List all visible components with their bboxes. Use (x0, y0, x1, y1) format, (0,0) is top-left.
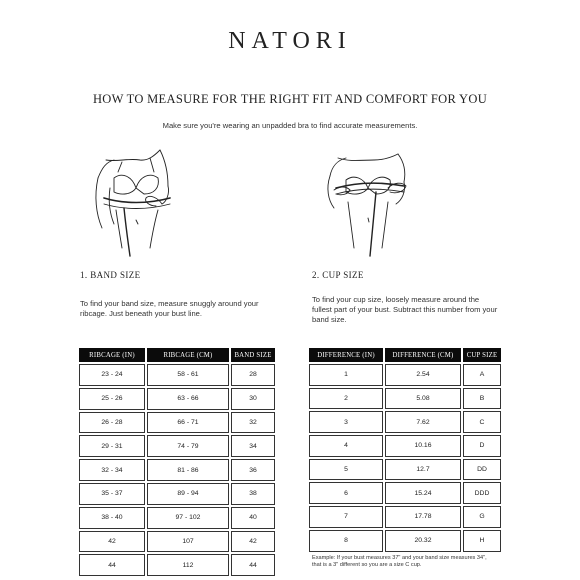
table-cell: 7 (309, 506, 383, 528)
table-row (309, 530, 501, 552)
table-row (79, 531, 275, 553)
table-row (79, 459, 275, 481)
table-row (309, 388, 501, 410)
column-header: CUP SIZE (463, 348, 501, 362)
cup-instructions-line: fullest part of your bust. Subtract this number from your (312, 305, 498, 314)
band-instructions-line: ribcage. Just beneath your bust line. (80, 309, 202, 318)
table-cell: 2.54 (385, 364, 461, 386)
brand-logo: NATORI (228, 28, 352, 54)
table-cell: 97 - 102 (147, 507, 229, 529)
table-cell: 42 (231, 531, 275, 553)
column-header: DIFFERENCE (IN) (309, 348, 383, 362)
table-cell: 20.32 (385, 530, 461, 552)
table-cell: 38 (231, 483, 275, 505)
table-cell: 36 (231, 459, 275, 481)
table-cell: 6 (309, 482, 383, 504)
table-cell: C (463, 411, 501, 433)
table-cell: A (463, 364, 501, 386)
table-cell: 15.24 (385, 482, 461, 504)
table-cell: 66 - 71 (147, 412, 229, 434)
band-measure-illustration-icon (88, 148, 188, 260)
table-cell: 63 - 66 (147, 388, 229, 410)
cup-size-footnote (312, 555, 512, 570)
table-cell: 81 - 86 (147, 459, 229, 481)
band-instructions-line: To find your band size, measure snuggly around your (80, 299, 259, 308)
table-row (79, 554, 275, 576)
page-title: HOW TO MEASURE FOR THE RIGHT FIT AND COMFORT FOR YOU (92, 92, 488, 106)
table-cell: 30 (231, 388, 275, 410)
footnote-line: Example: If your bust measures 37" and your band size measures 34", (312, 555, 487, 561)
cup-instructions-line: To find your cup size, loosely measure around the (312, 295, 480, 304)
table-cell: 12.7 (385, 459, 461, 481)
table-cell: 44 (79, 554, 145, 576)
column-header: RIBCAGE (CM) (147, 348, 229, 362)
band-size-table (77, 346, 277, 578)
table-header-row (309, 348, 501, 362)
table-cell: 58 - 61 (147, 364, 229, 386)
table-cell: 42 (79, 531, 145, 553)
table-cell: 8 (309, 530, 383, 552)
table-cell: 25 - 26 (79, 388, 145, 410)
table-row (309, 482, 501, 504)
cup-size-instructions (312, 295, 532, 325)
cup-size-table (307, 346, 503, 554)
table-row (309, 506, 501, 528)
table-cell: 32 - 34 (79, 459, 145, 481)
table-cell: 5.08 (385, 388, 461, 410)
table-cell: 10.16 (385, 435, 461, 457)
cup-instructions-line: band size. (312, 315, 347, 324)
table-cell: G (463, 506, 501, 528)
table-cell: 1 (309, 364, 383, 386)
table-cell: 74 - 79 (147, 435, 229, 457)
table-cell: 29 - 31 (79, 435, 145, 457)
table-cell: 44 (231, 554, 275, 576)
table-cell: B (463, 388, 501, 410)
table-cell: DDD (463, 482, 501, 504)
table-cell: 38 - 40 (79, 507, 145, 529)
table-cell: D (463, 435, 501, 457)
table-cell: 17.78 (385, 506, 461, 528)
table-row (79, 388, 275, 410)
table-cell: 2 (309, 388, 383, 410)
table-cell: 35 - 37 (79, 483, 145, 505)
table-cell: 5 (309, 459, 383, 481)
table-cell: 28 (231, 364, 275, 386)
table-row (79, 364, 275, 386)
table-row (79, 507, 275, 529)
column-header: RIBCAGE (IN) (79, 348, 145, 362)
table-row (79, 435, 275, 457)
table-cell: 23 - 24 (79, 364, 145, 386)
table-row (309, 459, 501, 481)
table-cell: 7.62 (385, 411, 461, 433)
table-cell: 32 (231, 412, 275, 434)
table-row (79, 412, 275, 434)
column-header: BAND SIZE (231, 348, 275, 362)
table-cell: 89 - 94 (147, 483, 229, 505)
table-cell: DD (463, 459, 501, 481)
table-row (79, 483, 275, 505)
page-subtitle: Make sure you're wearing an unpadded bra to find accurate measurements. (162, 121, 418, 130)
footnote-line: that is a 3" different so you are a size C cup. (312, 562, 422, 569)
table-row (309, 411, 501, 433)
table-header-row (79, 348, 275, 362)
table-cell: 34 (231, 435, 275, 457)
table-cell: 26 - 28 (79, 412, 145, 434)
table-cell: 4 (309, 435, 383, 457)
table-cell: H (463, 530, 501, 552)
table-cell: 112 (147, 554, 229, 576)
table-row (309, 435, 501, 457)
cup-measure-illustration-icon (318, 148, 418, 260)
table-cell: 40 (231, 507, 275, 529)
table-cell: 107 (147, 531, 229, 553)
table-row (309, 364, 501, 386)
cup-size-title: 2. CUP SIZE (312, 270, 364, 280)
band-size-instructions (80, 299, 290, 319)
table-cell: 3 (309, 411, 383, 433)
column-header: DIFFERENCE (CM) (385, 348, 461, 362)
band-size-title: 1. BAND SIZE (80, 270, 141, 280)
